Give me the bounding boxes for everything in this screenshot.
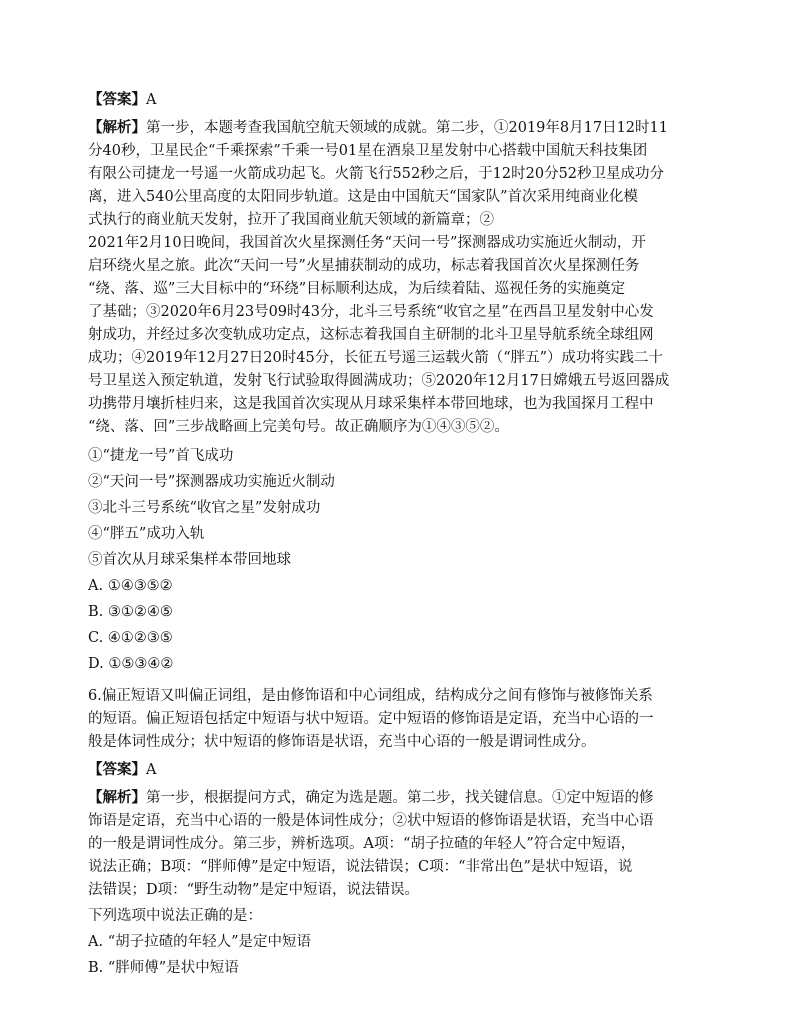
option-a: A. “胡子拉碴的年轻人”是定中短语 — [88, 934, 312, 950]
list-item: ③北斗三号系统“收官之星”发射成功 — [88, 500, 321, 516]
list-item: ①“捷龙一号”首飞成功 — [88, 448, 234, 464]
analysis-line: 了基础；③2020年6月23号09时43分，北斗三号系统“收官之星”在西昌卫星发射中心发 — [88, 304, 654, 320]
question-prompt: 下列选项中说法正确的是： — [88, 908, 262, 924]
analysis-line: 成功；④2019年12月27日20时45分，长征五号遥三运载火箭（“胖五”）成功将实践二十 — [88, 350, 664, 366]
q5-analysis — [88, 116, 712, 439]
answer-tag: 【答案】 — [88, 91, 146, 108]
analysis-line: 射成功，并经过多次变轨成功定点，这标志着我国自主研制的北斗卫星导航系统全球组网 — [88, 327, 654, 343]
list-item: ②“天问一号”探测器成功实施近火制动 — [88, 474, 335, 490]
q5-options — [88, 575, 712, 676]
q6-answer — [88, 758, 712, 782]
analysis-line: 2021年2月10日晚间，我国首次火星探测任务“天问一号”探测器成功实施近火制动，开 — [88, 235, 646, 251]
option-c: C. ④①②③⑤ — [88, 630, 173, 646]
option-b: B. ③①②④⑤ — [88, 604, 173, 620]
analysis-line: 启环绕火星之旅。此次“天问一号”火星捕获制动的成功，标志着我国首次火星探测任务 — [88, 258, 640, 274]
q6-stem — [88, 685, 712, 754]
option-d: D. ①⑤③④② — [88, 656, 174, 672]
list-item: ⑤首次从月球采集样本带回地球 — [88, 552, 291, 568]
q5-answer — [88, 88, 712, 112]
q5-items — [88, 445, 712, 572]
analysis-line: 说法正确；B项：“胖师傅”是定中短语，说法错误；C项：“非常出色”是状中短语，说 — [88, 859, 633, 875]
analysis-line: 【解析】第一步，根据提问方式，确定为选是题。第二步，找关键信息。①定中短语的修 — [88, 789, 654, 806]
question-stem-line: 6.偏正短语又叫偏正词组，是由修饰语和中心词组成，结构成分之间有修饰与被修饰关系 — [88, 688, 653, 704]
q6-analysis — [88, 786, 712, 902]
analysis-line: 法错误；D项：“野生动物”是定中短语，说法错误。 — [88, 882, 419, 898]
analysis-line: 离，进入540公里高度的太阳同步轨道。这是由中国航天“国家队”首次采用纯商业化模 — [88, 189, 638, 205]
analysis-line: 功携带月壤折桂归来，这是我国首次实现从月球采集样本带回地球，也为我国探月工程中 — [88, 396, 654, 412]
analysis-line: 式执行的商业航天发射，拉开了我国商业航天领域的新篇章；② — [88, 212, 494, 228]
answer-value: A — [146, 762, 157, 778]
analysis-line: 饰语是定语，充当中心语的一般是体词性成分；②状中短语的修饰语是状语，充当中心语 — [88, 813, 654, 829]
analysis-tag: 【解析】 — [88, 789, 146, 806]
analysis-line: 分40秒，卫星民企“千乘探索”千乘一号01星在酒泉卫星发射中心搭载中国航天科技集团 — [88, 143, 648, 159]
answer-value: A — [146, 92, 157, 108]
question-stem-line: 的短语。偏正短语包括定中短语与状中短语。定中短语的修饰语是定语，充当中心语的一 — [88, 711, 654, 727]
question-stem-line: 般是体词性成分；状中短语的修饰语是状语，充当中心语的一般是谓词性成分。 — [88, 734, 596, 750]
analysis-line: 号卫星送入预定轨道，发射飞行试验取得圆满成功；⑤2020年12月17日嫦娥五号返回器成 — [88, 373, 670, 389]
analysis-line: 【解析】第一步，本题考查我国航空航天领域的成就。第二步，①2019年8月17日12时11 — [88, 119, 668, 136]
analysis-tag: 【解析】 — [88, 119, 146, 136]
document-page — [88, 88, 712, 983]
list-item: ④“胖五”成功入轨 — [88, 526, 205, 542]
answer-tag: 【答案】 — [88, 761, 146, 778]
analysis-line: 的一般是谓词性成分。第三步，辨析选项。A项：“胡子拉碴的年轻人”符合定中短语， — [88, 836, 636, 852]
option-b: B. “胖师傅”是状中短语 — [88, 960, 239, 976]
analysis-line: “绕、落、巡”三大目标中的“环绕”目标顺利达成，为后续着陆、巡视任务的实施奠定 — [88, 281, 626, 297]
analysis-line: 有限公司捷龙一号遥一火箭成功起飞。火箭飞行552秒之后，于12时20分52秒卫星成功分 — [88, 166, 665, 182]
option-a: A. ①④③⑤② — [88, 578, 173, 594]
q6-options — [88, 931, 712, 980]
analysis-line: “绕、落、回”三步战略画上完美句号。故正确顺序为①④③⑤②。 — [88, 419, 509, 435]
